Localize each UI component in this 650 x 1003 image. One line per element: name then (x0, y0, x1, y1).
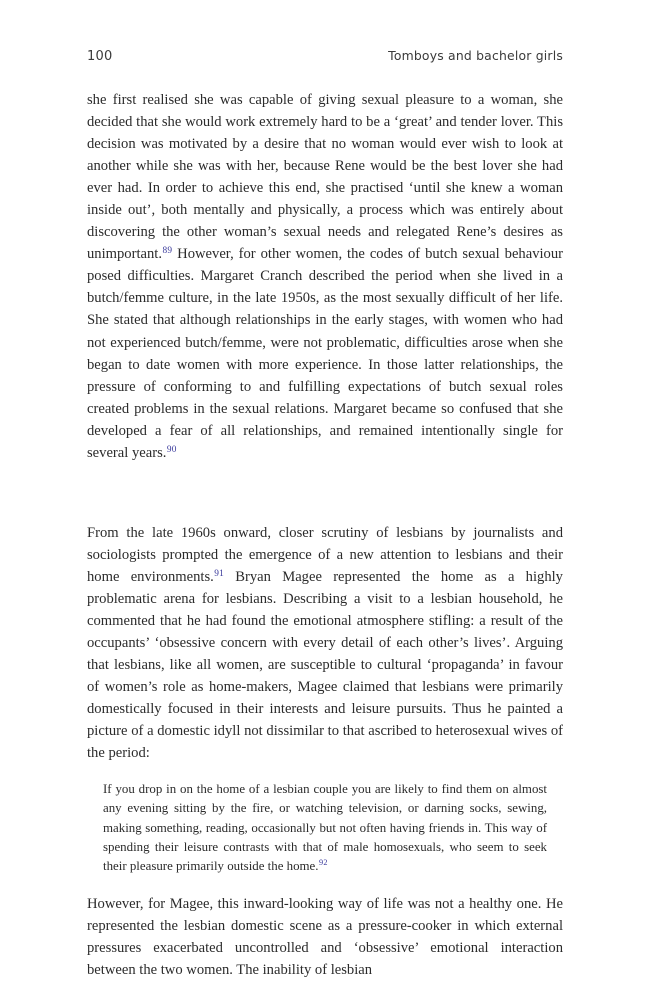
paragraph-2-text-b: Bryan Magee represented the home as a highly problematic arena for lesbians. Describing a visit to a lesbian household, he commented that he had found the emotional atmosphere stifling: a result of the occupants’ ‘obsessive concern with every detail of each other’s lives’. Arguing that lesbians, like all women, are susceptible to cultural ‘propaganda’ in favour of women’s role as home-makers, Magee claimed that lesbians were primarily domestically focused in their interests and leisure pursuits. Thus he painted a picture of a domestic idyll not dissimilar to that ascribed to heterosexual wives of the period: (87, 568, 563, 762)
blockquote-bottom-gap (87, 876, 563, 893)
running-head (87, 48, 563, 66)
block-quote-text: If you drop in on the home of a lesbian couple you are likely to find them on almost any evening sitting by the fire, or watching television, or darning socks, sewing, making something, reading, occasionally but not often having friends in. This way of spending their leisure contrasts with that of male homosexuals, who seem to seek their pleasure primarily outside the home. (103, 782, 547, 873)
paragraph-1 (87, 89, 563, 464)
body-text-block (87, 89, 563, 981)
footnote-marker-89[interactable]: 89 (162, 246, 173, 257)
blockquote-top-gap (87, 764, 563, 780)
block-quote (87, 780, 547, 875)
footnote-marker-91[interactable]: 91 (214, 569, 225, 580)
page-number: 100 (87, 49, 113, 64)
block-quote-paragraph (103, 780, 547, 875)
footnote-marker-92[interactable]: 92 (319, 858, 328, 868)
paragraph-3: However, for Magee, this inward-looking way of life was not a healthy one. He represented the lesbian domestic scene as a pressure-cooker in which external pressures exacerbated uncontrolled and ‘obsessive’ emotional interaction between the two women. The inability of lesbian (87, 895, 563, 978)
page-content (87, 48, 563, 981)
paragraph-1-text-a: she first realised she was capable of giving sexual pleasure to a woman, she decided that she would work extremely hard to be a ‘great’ and tender lover. This decision was motivated by a desire that no woman would ever wish to look at another while she was with her, because Rene would be the best lover she had ever had. In order to achieve this end, she practised ‘until she knew a woman inside out’, both mentally and physically, a process which was entirely about discovering the other woman’s sexual needs and relegated Rene’s desires as unimportant. (87, 92, 563, 263)
paragraph-2-text-a: From the late 1960s onward, closer scrutiny of lesbians by journalists and sociologists prompted the emergence of a new attention to lesbians and their home environments. (87, 524, 563, 585)
paragraph-2 (87, 522, 563, 765)
footnote-marker-90[interactable]: 90 (166, 444, 177, 455)
paragraph-1-text-b: However, for other women, the codes of butch sexual behaviour posed difficulties. Margaret Cranch described the period when she lived in a butch/femme culture, in the late 1950s, as the most sexually difficult of her life. She stated that although relationships in the early stages, with women who had not experienced butch/femme, were not problematic, difficulties arose when she began to date women with more experience. In those latter relationships, the pressure of conforming to and fulfilling expectations of butch sexual roles created problems in the sexual relations. Margaret became so confused that she developed a fear of all relationships, and remained intentionally single for several years. (87, 246, 563, 461)
running-head-title: Tomboys and bachelor girls (388, 48, 563, 63)
paragraph-gap (87, 464, 563, 522)
